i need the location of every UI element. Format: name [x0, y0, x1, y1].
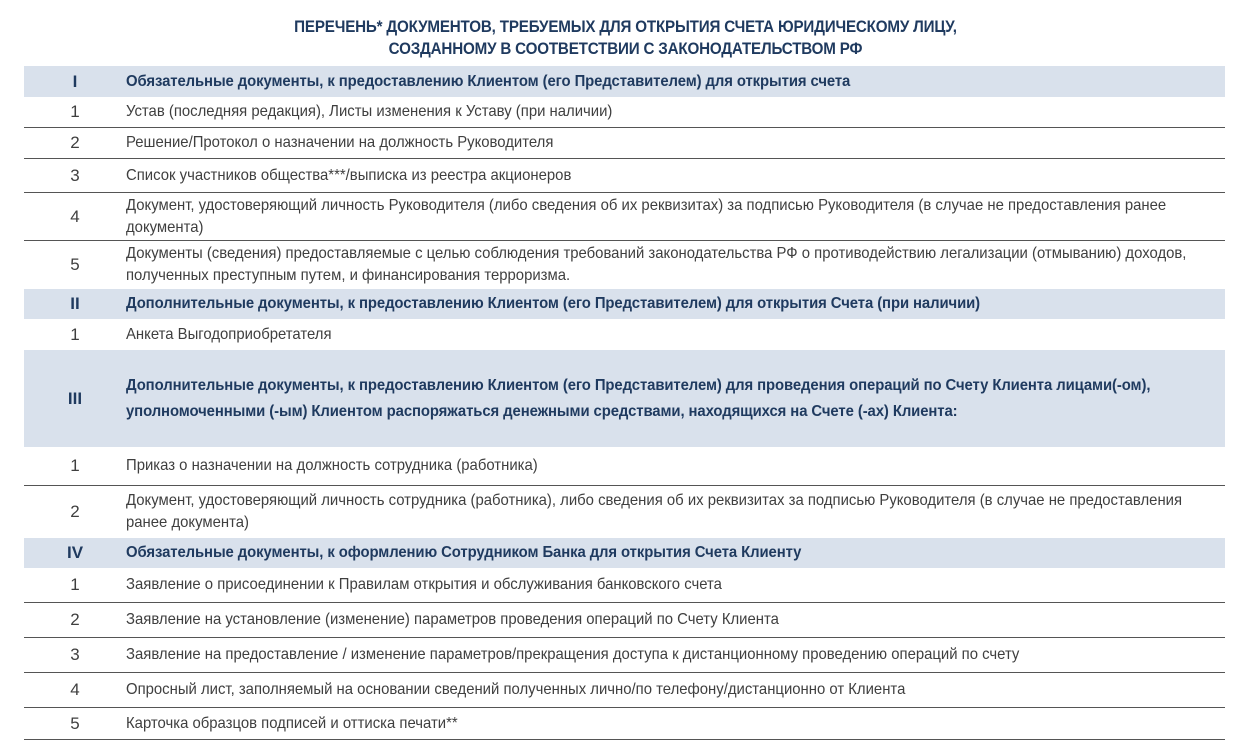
row-text: Документ, удостоверяющий личность сотрудника (работника), либо сведения об их реквизитах за подписью Руководителя (в случае не предоставления ранее документа) [126, 492, 1183, 531]
row-number: 2 [70, 133, 80, 152]
table-row [24, 97, 1225, 128]
row-number: 1 [70, 575, 80, 594]
row-text: Устав (последняя редакция), Листы изменения к Уставу (при наличии) [126, 103, 613, 120]
row-number: 1 [70, 456, 80, 475]
table-row [24, 193, 1225, 241]
page-title [0, 16, 1251, 60]
row-number: 4 [70, 680, 80, 699]
title-line-2: СОЗДАННОМУ В СООТВЕТСТВИИ С ЗАКОНОДАТЕЛЬСТВОМ РФ [388, 40, 863, 58]
section-heading: Обязательные документы, к оформлению Сотрудником Банка для открытия Счета Клиенту [126, 544, 802, 561]
section-header [24, 66, 1225, 97]
row-number: 3 [70, 165, 80, 185]
row-text: Документы (сведения) предоставляемые с целью соблюдения требований законодательства РФ о противодействию легализации (отмыванию) доходов, полученных преступным путем, и финансирования терроризма. [126, 245, 1187, 284]
row-text: Анкета Выгодоприобретателя [126, 325, 332, 343]
row-number: 5 [70, 713, 80, 733]
table-row [24, 241, 1225, 289]
table-row [24, 603, 1225, 638]
table-row [24, 708, 1225, 740]
row-text: Заявление о присоединении к Правилам открытия и обслуживания банковского счета [126, 576, 722, 593]
table-row [24, 568, 1225, 603]
table-row [24, 128, 1225, 159]
section-number: II [70, 294, 80, 313]
row-number: 1 [70, 102, 80, 121]
row-text: Список участников общества***/выписка из реестра акционеров [126, 166, 572, 184]
table-row [24, 673, 1225, 708]
row-number: 5 [70, 255, 80, 274]
row-text: Решение/Протокол о назначении на должность Руководителя [126, 134, 554, 151]
row-number: 1 [70, 324, 80, 344]
row-number: 2 [70, 502, 80, 521]
section-header [24, 289, 1225, 319]
row-number: 3 [70, 645, 80, 664]
row-text: Опросный лист, заполняемый на основании сведений полученных лично/по телефону/дистанционно от Клиента [126, 681, 906, 698]
table-row [24, 638, 1225, 673]
row-text: Заявление на предоставление / изменение параметров/прекращения доступа к дистанционному проведению операций по счету [126, 646, 1020, 663]
section-number: IV [66, 543, 84, 562]
row-number: 4 [70, 206, 80, 226]
table-row [24, 486, 1225, 538]
section-heading: Дополнительные документы, к предоставлению Клиентом (его Представителем) для проведения операций по Счету Клиента лицами(-ом), уполномоченными (-ым) Клиентом распоряжаться денежными средствами, находящихся на Счете (-ах) Клиента: [126, 376, 1151, 420]
title-line-1: ПЕРЕЧЕНЬ* ДОКУМЕНТОВ, ТРЕБУЕМЫХ ДЛЯ ОТКРЫТИЯ СЧЕТА ЮРИДИЧЕСКОМУ ЛИЦУ, [294, 18, 957, 36]
section-header [24, 350, 1225, 447]
table-row [24, 159, 1225, 193]
section-heading: Дополнительные документы, к предоставлению Клиентом (его Представителем) для открытия Счета (при наличии) [126, 295, 981, 312]
table-row [24, 319, 1225, 350]
documents-table [24, 66, 1225, 740]
section-number: III [67, 388, 83, 408]
row-text: Карточка образцов подписей и оттиска печати** [126, 714, 458, 732]
table-row [24, 447, 1225, 486]
row-number: 2 [70, 610, 80, 629]
row-text: Заявление на установление (изменение) параметров проведения операций по Счету Клиента [126, 611, 779, 628]
row-text: Приказ о назначении на должность сотрудника (работника) [126, 457, 538, 474]
section-header [24, 538, 1225, 568]
section-number: I [72, 71, 78, 91]
row-text: Документ, удостоверяющий личность Руководителя (либо сведения об их реквизитах) за подписью Руководителя (в случае не предоставления ранее документа) [126, 196, 1167, 236]
section-heading: Обязательные документы, к предоставлению Клиентом (его Представителем) для открытия счета [126, 72, 851, 90]
